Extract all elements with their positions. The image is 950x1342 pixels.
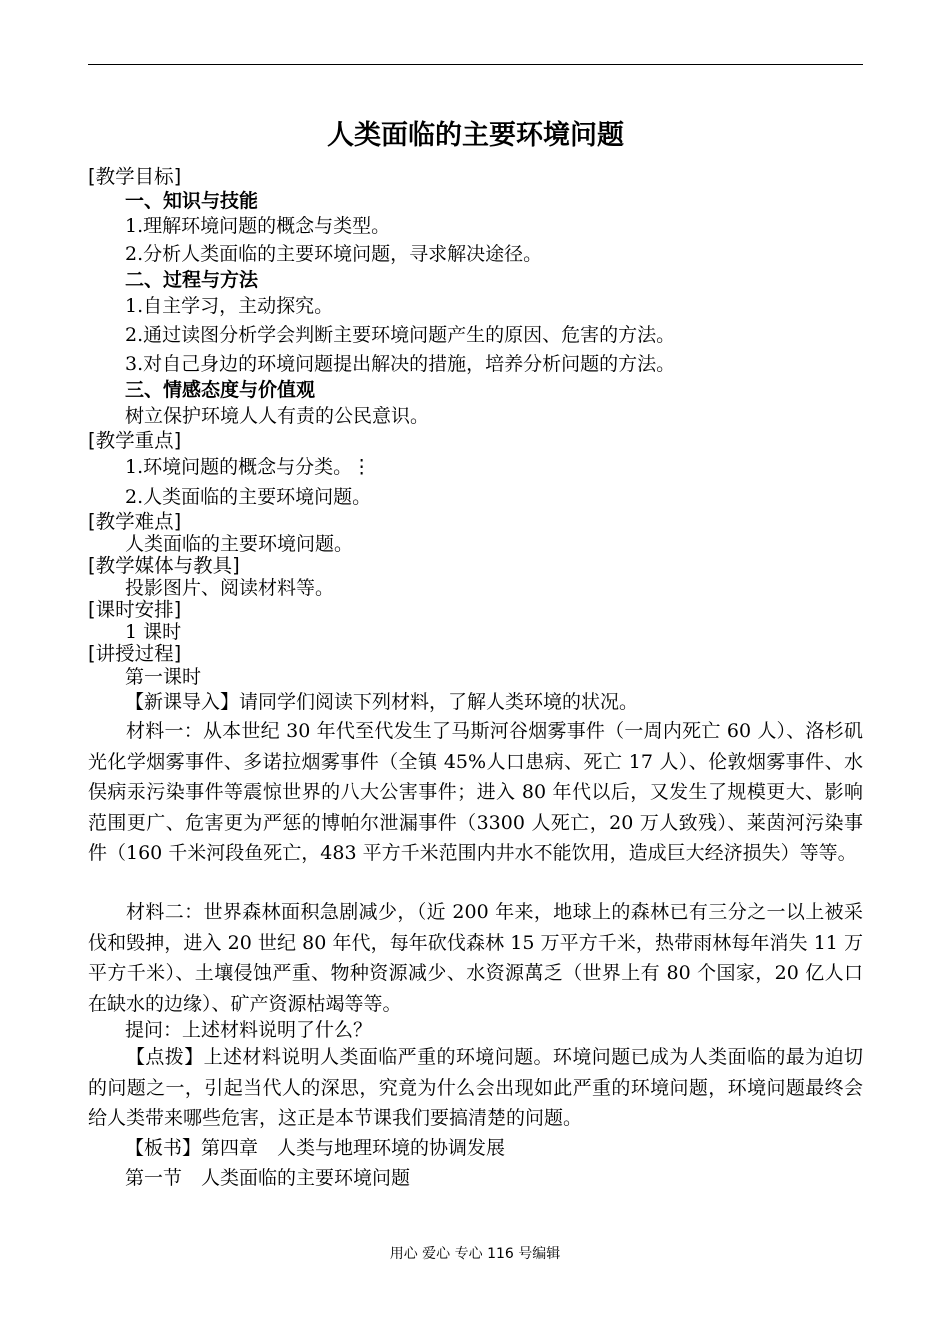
schedule-text: 1 课时 xyxy=(125,621,182,643)
process-heading: 二、过程与方法 xyxy=(125,269,259,291)
emotion-heading: 三、情感态度与价值观 xyxy=(125,379,316,401)
key-point-item-2: 2.人类面临的主要环境问题。 xyxy=(125,486,372,508)
page-footer: 用心 爱心 专心 116 号编辑 xyxy=(389,1246,561,1262)
knowledge-item-1: 1.理解环境问题的概念与类型。 xyxy=(125,215,391,237)
media-heading: [教学媒体与教具] xyxy=(88,554,240,577)
board-text: 【板书】第四章 人类与地理环境的协调发展 xyxy=(125,1137,506,1159)
section-title: 第一节 人类面临的主要环境问题 xyxy=(125,1167,411,1189)
process-item-2: 2.通过读图分析学会判断主要环境问题产生的原因、危害的方法。 xyxy=(125,324,676,346)
material-two: 材料二：世界森林面积急剧减少，（近 200 年来，地球上的森林已有三分之一以上被采伐和毁抻，进入 20 世纪 80 年代，每年砍伐森林 15 万平方千米，热带雨林每年消失 11 万平方千米）、土壤侵蚀严重、物种资源减少、水资源萬乏（世界上有 80 个国家，20 亿人口在缺水的边缘）、矿产资源枯竭等等。 xyxy=(88,901,863,1015)
difficulty-heading: [教学难点] xyxy=(88,510,182,533)
emotion-item-1: 树立保护环境人人有责的公民意识。 xyxy=(125,405,430,427)
page-title: 人类面临的主要环境问题 xyxy=(327,120,624,151)
schedule-heading: [课时安排] xyxy=(88,598,182,621)
key-point-item-1: 1.环境问题的概念与分类。⋮ xyxy=(125,456,372,478)
process-item-1: 1.自主学习，主动探究。 xyxy=(125,295,334,317)
guide-text: 【点拨】上述材料说明人类面临严重的环境问题。环境问题已成为人类面临的最为迫切的问题之一，引起当代人的深思，究竟为什么会出现如此严重的环境问题，环境问题最终会给人类带来哪些危害，这正是本节课我们要搞清楚的问题。 xyxy=(88,1046,863,1129)
difficulty-text: 人类面临的主要环境问题。 xyxy=(125,533,354,555)
header-rule xyxy=(88,64,863,65)
key-points-heading: [教学重点] xyxy=(88,429,182,452)
process-section-heading: [讲授过程] xyxy=(88,642,182,665)
process-item-3: 3.对自己身边的环境问题提出解决的措施，培养分析问题的方法。 xyxy=(125,353,676,375)
media-text: 投影图片、阅读材料等。 xyxy=(125,577,335,599)
knowledge-item-2: 2.分析人类面临的主要环境问题，寻求解决途径。 xyxy=(125,243,543,265)
knowledge-heading: 一、知识与技能 xyxy=(125,190,259,212)
material-one: 材料一：从本世纪 30 年代至代发生了马斯河谷烟雾事件（一周内死亡 60 人）、洛杉矶光化学烟雾事件、多诺拉烟雾事件（全镇 45%人口患病、死亡 17 人）、伦敦烟雾事件、水俣病汞污染事件等震惊世界的八大公害事件；进入 80 年代以后，又发生了规模更大、影响范围更广、危害更为严惩的博帕尔泄漏事件（3300 人死亡，20 万人致残）、莱茵河污染事件（160 千米河段鱼死亡，483 平方千米范围内井水不能饮用，造成巨大经济损失）等等。 xyxy=(88,720,863,864)
question-text: 提问：上述材料说明了什么？ xyxy=(125,1019,373,1041)
objectives-heading: [教学目标] xyxy=(88,165,182,188)
lesson-intro: 【新课导入】请同学们阅读下列材料，了解人类环境的状况。 xyxy=(125,691,639,713)
lesson-label: 第一课时 xyxy=(125,666,202,688)
